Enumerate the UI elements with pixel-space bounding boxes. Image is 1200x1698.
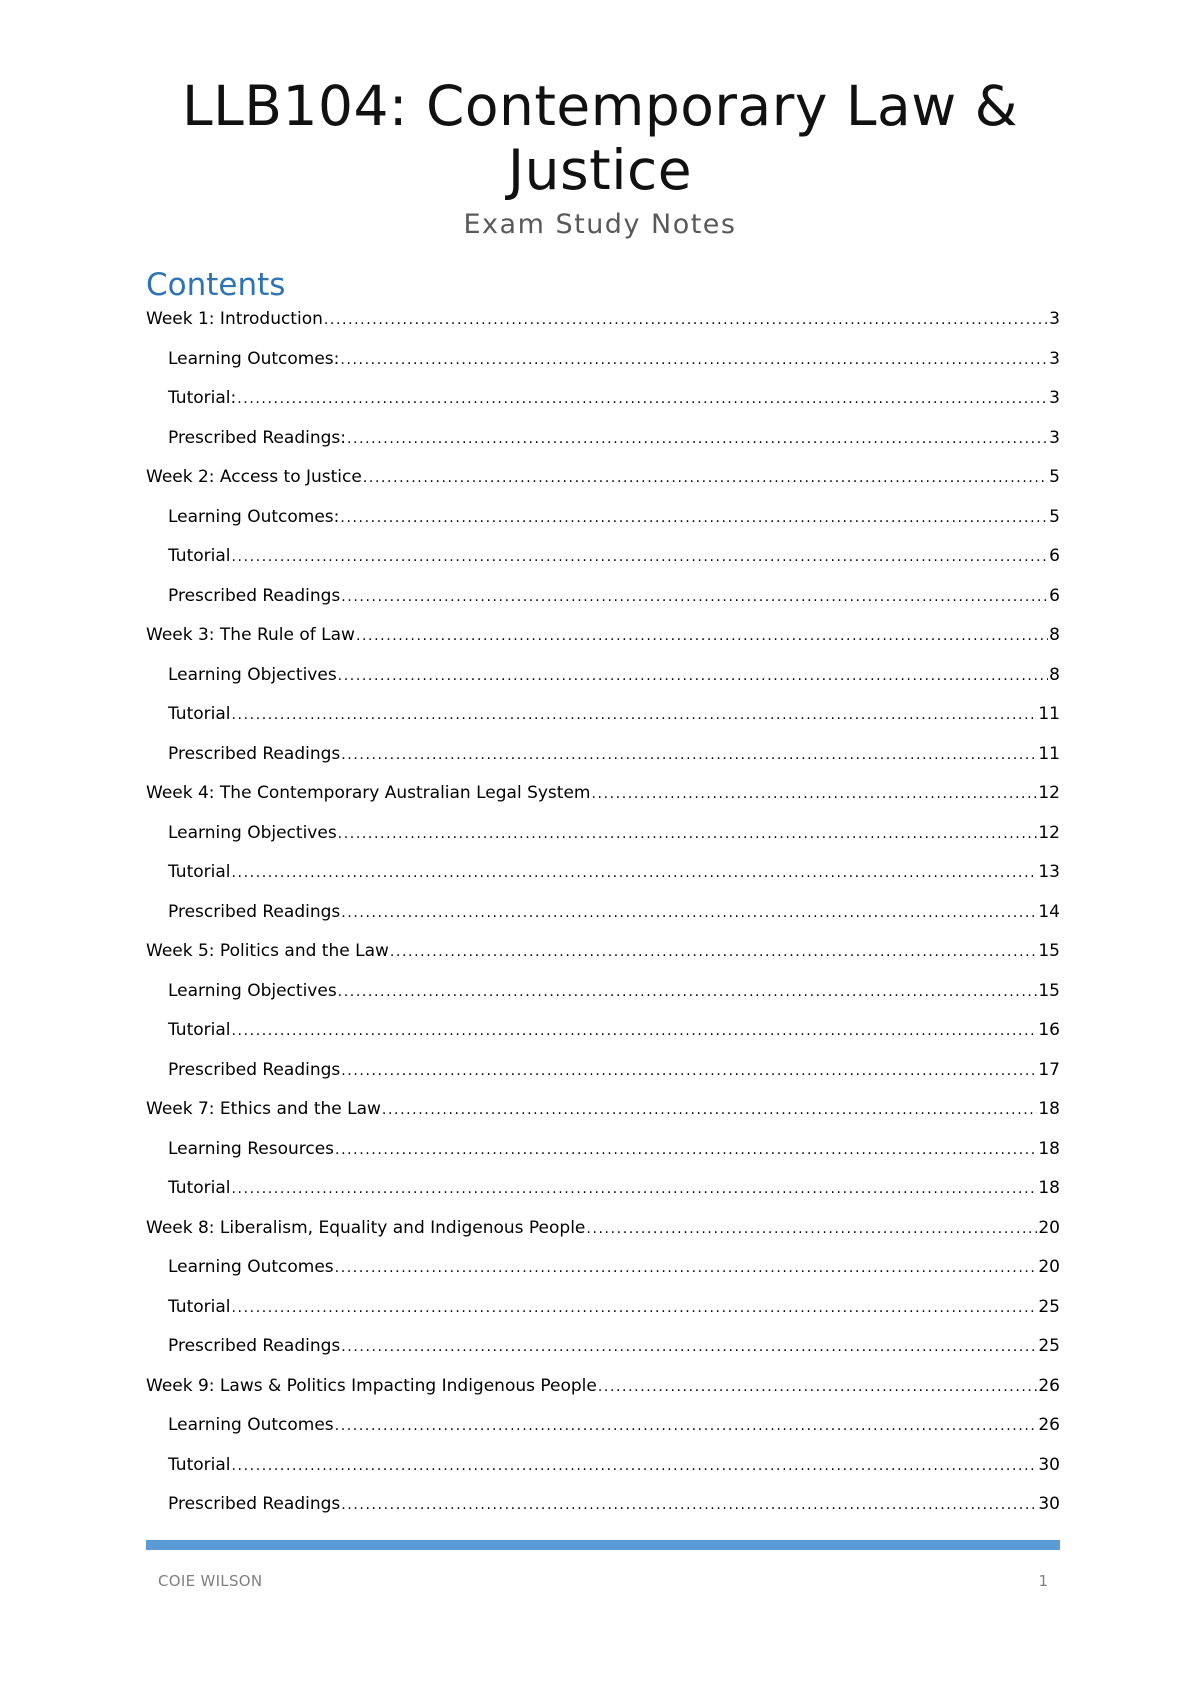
toc-entry[interactable] bbox=[146, 1294, 1060, 1334]
footer-page-number: 1 bbox=[1038, 1572, 1048, 1590]
toc-entry-page[interactable]: 25 bbox=[1038, 1336, 1060, 1356]
toc-dot-leader bbox=[324, 307, 1048, 333]
toc-entry-page[interactable]: 3 bbox=[1049, 348, 1060, 369]
toc-dot-leader bbox=[341, 584, 1048, 610]
document-title-line2: Justice bbox=[507, 138, 693, 202]
toc-entry-page[interactable]: 15 bbox=[1038, 941, 1060, 961]
toc-entry-label[interactable]: Learning Outcomes bbox=[168, 1257, 334, 1277]
footer-divider bbox=[146, 1540, 1060, 1550]
toc-entry-page[interactable]: 30 bbox=[1038, 1494, 1060, 1514]
toc-entry-label[interactable]: Week 4: The Contemporary Australian Legal System bbox=[146, 783, 591, 803]
toc-entry-page[interactable]: 26 bbox=[1038, 1375, 1060, 1396]
toc-entry-page[interactable]: 20 bbox=[1038, 1257, 1060, 1277]
toc-dot-leader bbox=[232, 1018, 1038, 1044]
toc-entry-label[interactable]: Tutorial bbox=[168, 546, 231, 566]
toc-entry[interactable] bbox=[146, 346, 1060, 386]
toc-dot-leader bbox=[232, 1453, 1038, 1479]
toc-entry-page[interactable]: 6 bbox=[1049, 546, 1060, 566]
toc-entry-label[interactable]: Prescribed Readings bbox=[168, 901, 341, 922]
toc-entry-label[interactable]: Learning Outcomes: bbox=[168, 506, 340, 527]
toc-entry-page[interactable]: 5 bbox=[1049, 506, 1060, 527]
toc-entry-label[interactable]: Tutorial bbox=[168, 862, 231, 882]
toc-dot-leader bbox=[232, 544, 1049, 570]
toc-entry[interactable] bbox=[146, 1254, 1060, 1294]
toc-entry-label[interactable]: Learning Resources bbox=[168, 1138, 335, 1159]
toc-entry-label[interactable]: Tutorial bbox=[168, 1296, 231, 1317]
toc-entry-label[interactable]: Week 2: Access to Justice bbox=[146, 467, 362, 487]
toc-entry-page[interactable]: 18 bbox=[1038, 1138, 1060, 1159]
toc-entry-page[interactable]: 25 bbox=[1038, 1296, 1060, 1317]
toc-dot-leader bbox=[338, 821, 1038, 847]
toc-entry-page[interactable]: 3 bbox=[1049, 427, 1060, 448]
toc-dot-leader bbox=[390, 939, 1037, 965]
toc-entry-page[interactable]: 3 bbox=[1049, 388, 1060, 408]
toc-entry[interactable] bbox=[146, 1491, 1060, 1531]
toc-dot-leader bbox=[335, 1255, 1038, 1281]
toc-dot-leader bbox=[232, 860, 1038, 886]
toc-entry-page[interactable]: 11 bbox=[1038, 704, 1060, 724]
table-of-contents bbox=[146, 306, 1060, 1531]
toc-dot-leader bbox=[382, 1097, 1037, 1123]
toc-dot-leader bbox=[335, 1137, 1037, 1163]
toc-dot-leader bbox=[347, 426, 1048, 452]
toc-entry-label[interactable]: Prescribed Readings bbox=[168, 1059, 341, 1080]
toc-entry-page[interactable]: 5 bbox=[1049, 467, 1060, 487]
toc-entry[interactable] bbox=[146, 622, 1060, 662]
toc-entry[interactable] bbox=[146, 1096, 1060, 1136]
toc-entry[interactable] bbox=[146, 543, 1060, 583]
toc-entry-page[interactable]: 17 bbox=[1038, 1059, 1060, 1080]
toc-entry-label[interactable]: Tutorial bbox=[168, 704, 231, 724]
toc-dot-leader bbox=[341, 1334, 1037, 1360]
toc-entry[interactable] bbox=[146, 425, 1060, 465]
toc-entry-label[interactable]: Week 7: Ethics and the Law bbox=[146, 1099, 381, 1119]
toc-entry-page[interactable]: 18 bbox=[1038, 1099, 1060, 1119]
toc-entry-label[interactable]: Learning Outcomes bbox=[168, 1415, 334, 1435]
toc-dot-leader bbox=[340, 347, 1048, 373]
footer-author: COIE WILSON bbox=[158, 1572, 263, 1590]
contents-heading: Contents bbox=[146, 267, 286, 303]
toc-entry-page[interactable]: 18 bbox=[1038, 1178, 1060, 1198]
toc-entry-page[interactable]: 8 bbox=[1049, 664, 1060, 685]
toc-entry-label[interactable]: Prescribed Readings bbox=[168, 1494, 341, 1514]
toc-entry-page[interactable]: 12 bbox=[1038, 822, 1060, 843]
toc-entry[interactable] bbox=[146, 859, 1060, 899]
toc-entry[interactable] bbox=[146, 583, 1060, 623]
toc-entry-page[interactable]: 14 bbox=[1038, 901, 1060, 922]
toc-entry[interactable] bbox=[146, 306, 1060, 346]
toc-entry-label[interactable]: Prescribed Readings bbox=[168, 1336, 341, 1356]
toc-entry[interactable] bbox=[146, 1215, 1060, 1255]
toc-entry[interactable] bbox=[146, 1136, 1060, 1176]
toc-entry-label[interactable]: Tutorial bbox=[168, 1178, 231, 1198]
toc-entry[interactable] bbox=[146, 385, 1060, 425]
toc-dot-leader bbox=[338, 979, 1038, 1005]
toc-dot-leader bbox=[341, 1492, 1037, 1518]
toc-entry[interactable] bbox=[146, 938, 1060, 978]
toc-entry-label[interactable]: Learning Objectives bbox=[168, 980, 337, 1001]
toc-entry-page[interactable]: 8 bbox=[1049, 625, 1060, 645]
toc-entry-label[interactable]: Week 5: Politics and the Law bbox=[146, 941, 389, 961]
toc-dot-leader bbox=[341, 1058, 1037, 1084]
toc-dot-leader bbox=[232, 1295, 1038, 1321]
toc-dot-leader bbox=[598, 1374, 1038, 1400]
toc-entry-page[interactable]: 12 bbox=[1038, 783, 1060, 803]
toc-entry[interactable] bbox=[146, 1373, 1060, 1413]
toc-dot-leader bbox=[341, 900, 1037, 926]
toc-entry[interactable] bbox=[146, 1452, 1060, 1492]
toc-entry-label[interactable]: Prescribed Readings bbox=[168, 585, 341, 606]
toc-dot-leader bbox=[356, 623, 1048, 649]
toc-entry[interactable] bbox=[146, 1333, 1060, 1373]
toc-dot-leader bbox=[363, 465, 1048, 491]
toc-dot-leader bbox=[338, 663, 1049, 689]
toc-dot-leader bbox=[341, 742, 1037, 768]
toc-entry[interactable] bbox=[146, 978, 1060, 1018]
toc-entry-label[interactable]: Tutorial: bbox=[168, 388, 237, 408]
toc-dot-leader bbox=[340, 505, 1048, 531]
toc-entry-page[interactable]: 6 bbox=[1049, 585, 1060, 606]
toc-entry-label[interactable]: Prescribed Readings bbox=[168, 743, 341, 764]
toc-entry-label[interactable]: Learning Objectives bbox=[168, 664, 337, 685]
toc-entry-page[interactable]: 20 bbox=[1038, 1217, 1060, 1238]
toc-entry-label[interactable]: Tutorial bbox=[168, 1454, 231, 1475]
toc-entry-page[interactable]: 30 bbox=[1038, 1454, 1060, 1475]
toc-entry-label[interactable]: Week 9: Laws & Politics Impacting Indigenous People bbox=[146, 1375, 597, 1396]
toc-entry[interactable] bbox=[146, 1175, 1060, 1215]
toc-entry-label[interactable]: Prescribed Readings: bbox=[168, 427, 346, 448]
toc-entry[interactable] bbox=[146, 1017, 1060, 1057]
toc-dot-leader bbox=[591, 781, 1037, 807]
toc-entry[interactable] bbox=[146, 464, 1060, 504]
toc-entry-page[interactable]: 26 bbox=[1038, 1415, 1060, 1435]
toc-entry-page[interactable]: 15 bbox=[1038, 980, 1060, 1001]
toc-entry[interactable] bbox=[146, 504, 1060, 544]
toc-entry-label[interactable]: Tutorial bbox=[168, 1020, 231, 1040]
toc-entry-label[interactable]: Learning Outcomes: bbox=[168, 348, 340, 369]
toc-entry-page[interactable]: 11 bbox=[1038, 743, 1060, 764]
toc-entry[interactable] bbox=[146, 820, 1060, 860]
toc-entry[interactable] bbox=[146, 780, 1060, 820]
toc-entry-page[interactable]: 16 bbox=[1038, 1020, 1060, 1040]
toc-entry[interactable] bbox=[146, 741, 1060, 781]
toc-dot-leader bbox=[335, 1413, 1038, 1439]
toc-dot-leader bbox=[232, 702, 1038, 728]
toc-entry-page[interactable]: 13 bbox=[1038, 862, 1060, 882]
toc-entry[interactable] bbox=[146, 899, 1060, 939]
toc-dot-leader bbox=[586, 1216, 1037, 1242]
toc-entry-label[interactable]: Week 1: Introduction bbox=[146, 309, 323, 329]
toc-dot-leader bbox=[232, 1176, 1038, 1202]
toc-entry[interactable] bbox=[146, 662, 1060, 702]
toc-entry-label[interactable]: Week 8: Liberalism, Equality and Indigenous People bbox=[146, 1217, 586, 1238]
document-title bbox=[0, 74, 1200, 202]
document-subtitle: Exam Study Notes bbox=[463, 209, 737, 240]
toc-entry[interactable] bbox=[146, 701, 1060, 741]
toc-entry[interactable] bbox=[146, 1057, 1060, 1097]
toc-entry-label[interactable]: Week 3: The Rule of Law bbox=[146, 625, 355, 645]
document-title-line1: LLB104: Contemporary Law & bbox=[181, 74, 1019, 138]
toc-entry[interactable] bbox=[146, 1412, 1060, 1452]
toc-dot-leader bbox=[237, 386, 1048, 412]
toc-entry-page[interactable]: 3 bbox=[1049, 309, 1060, 329]
toc-entry-label[interactable]: Learning Objectives bbox=[168, 822, 337, 843]
